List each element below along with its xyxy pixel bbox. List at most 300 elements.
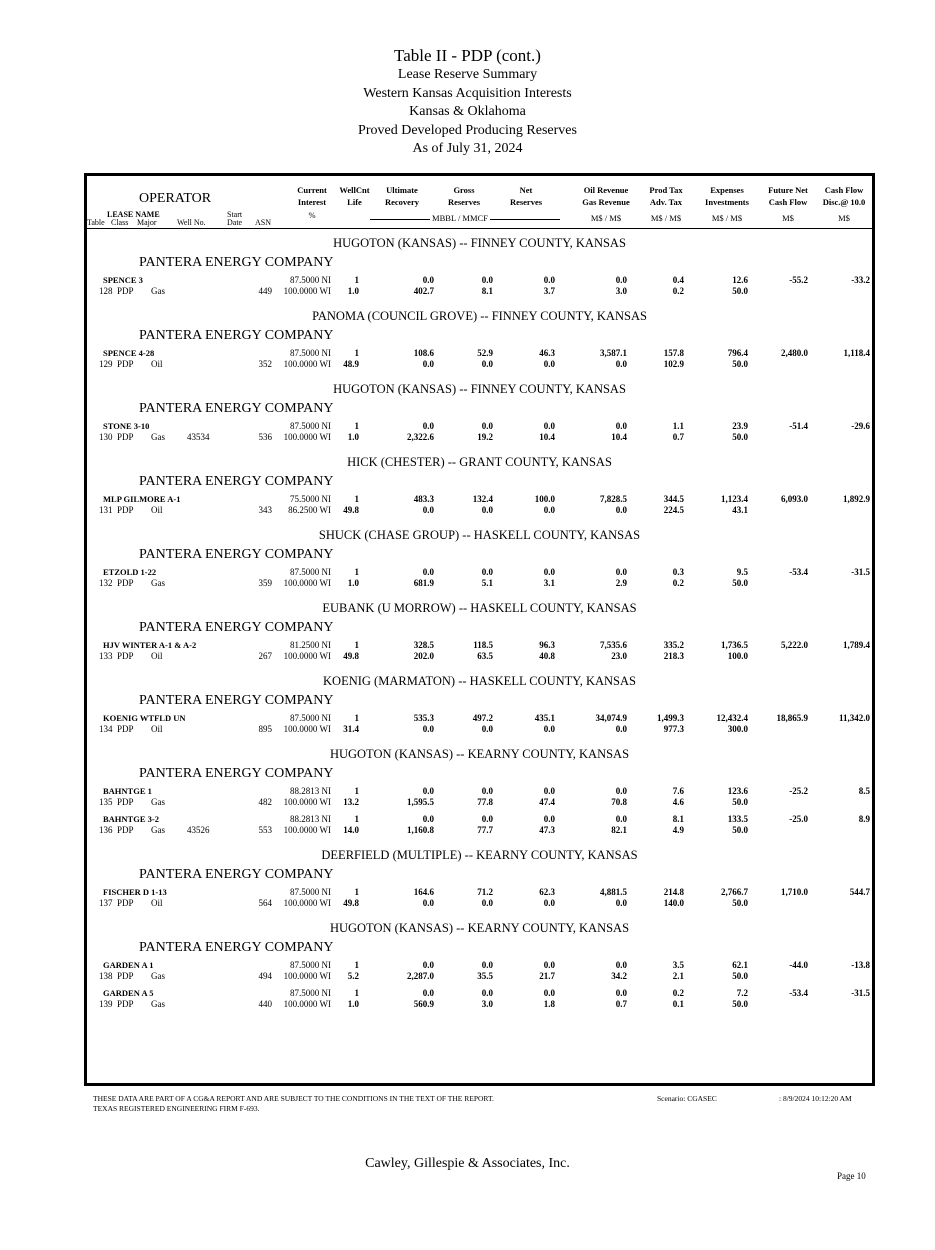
ultimate-gas: 0.0 [422,359,434,369]
net-oil: 0.0 [543,960,555,970]
footer-firm-line: TEXAS REGISTERED ENGINEERING FIRM F-693. [93,1104,260,1113]
net-gas: 0.0 [543,359,555,369]
report-subtitle: Proved Developed Producing Reserves [358,122,577,138]
expenses: 133.5 [727,814,748,824]
oil-revenue-header: Oil Revenue [583,185,629,195]
footer-disclaimer-line: THESE DATA ARE PART OF A CG&A REPORT AND ARE SUBJECT TO THE CONDITIONS IN THE TEXT OF THE REPORT. [93,1094,494,1103]
section-title: EUBANK (U MORROW) -- HASKELL COUNTY, KANSAS [322,601,637,615]
gas-revenue: 0.0 [615,724,627,734]
gross-header: Gross [453,185,475,195]
ultimate-oil: 0.0 [422,786,434,796]
future-net-header: Future Net [768,185,808,195]
life: 49.8 [343,505,359,515]
gas-revenue: 10.4 [611,432,627,442]
ultimate-oil: 0.0 [422,960,434,970]
life: 13.2 [343,797,359,807]
gas-revenue: 0.0 [615,898,627,908]
oil-revenue: 0.0 [615,275,627,285]
oil-revenue: 0.0 [615,421,627,431]
major-product: Oil [151,505,163,515]
expenses: 9.5 [736,567,748,577]
oil-revenue: 0.0 [615,960,627,970]
prod-tax: 335.2 [663,640,684,650]
future-net-cash-flow: 6,093.0 [781,494,808,504]
gross-gas: 3.0 [481,999,493,1009]
adv-tax: 0.7 [672,432,684,442]
revenue-units: M$ / M$ [590,213,622,223]
future-net-cash-flow: 1,710.0 [781,887,808,897]
ultimate-gas: 0.0 [422,724,434,734]
future-net-cash-flow: -25.0 [789,814,808,824]
adv-tax: 140.0 [663,898,684,908]
major-product: Oil [151,651,163,661]
lease-name: HJV WINTER A-1 & A-2 [103,640,197,650]
working-interest: 100.0000 WI [283,724,331,734]
major-product: Gas [151,971,165,981]
gross-gas: 0.0 [481,724,493,734]
investments: 43.1 [732,505,748,515]
life: 1.0 [347,432,359,442]
current-header: Current [297,185,327,195]
future-net-cash-flow: -53.4 [789,567,808,577]
lease-name-header: LEASE NAME [107,210,160,219]
section-title: PANOMA (COUNCIL GROVE) -- FINNEY COUNTY, KANSAS [312,309,647,323]
net-interest: 75.5000 NI [290,494,331,504]
adv-tax: 218.3 [663,651,684,661]
investments: 50.0 [732,898,748,908]
table-row [87,640,872,664]
working-interest: 100.0000 WI [283,971,331,981]
asn: 564 [258,898,272,908]
lease-name: BAHNTGE 3-2 [103,814,159,824]
reserve-class: PDP [117,651,134,661]
future-net-cash-flow: 5,222.0 [781,640,808,650]
gas-revenue: 82.1 [611,825,627,835]
investments: 50.0 [732,825,748,835]
net-interest: 87.5000 NI [290,887,331,897]
net-oil: 100.0 [534,494,555,504]
net-interest: 87.5000 NI [290,567,331,577]
asn: 343 [258,505,272,515]
reserve-class: PDP [117,578,134,588]
gross-gas: 19.2 [477,432,493,442]
prod-tax: 214.8 [663,887,684,897]
mbbl-mmcf-header: MBBL / MMCF [430,212,490,224]
adv-tax: 102.9 [663,359,684,369]
table-number: 128 [99,286,113,296]
ultimate-gas: 0.0 [422,505,434,515]
gas-revenue: 0.0 [615,505,627,515]
major-product: Oil [151,359,163,369]
operator-name: PANTERA ENERGY COMPANY [139,255,334,270]
gross-gas: 0.0 [481,898,493,908]
lease-name: GARDEN A 5 [103,988,154,998]
asn: 449 [258,286,272,296]
lease-name: KOENIG WTFLD UN [103,713,186,723]
operator-name: PANTERA ENERGY COMPANY [139,474,334,489]
expenses: 62.1 [732,960,748,970]
report-subtitle: Lease Reserve Summary [397,67,538,82]
ultimate-oil: 164.6 [413,887,434,897]
pct-header: % [308,210,316,220]
prod-tax: 0.2 [672,988,684,998]
investments: 50.0 [732,999,748,1009]
discounted-cash-flow: -31.5 [851,567,870,577]
well-count: 1 [354,786,359,796]
gross-oil: 132.4 [472,494,493,504]
well-number: 43534 [187,432,210,442]
investments: 50.0 [732,797,748,807]
net-interest: 88.2813 NI [290,786,331,796]
discounted-cash-flow: 544.7 [849,887,870,897]
table-col-header: Table [87,218,105,227]
disc-rate-header: Disc.@ 10.0 [822,197,866,207]
well-count: 1 [354,640,359,650]
well-count: 1 [354,713,359,723]
report-title-block [0,46,935,159]
lease-name: ETZOLD 1-22 [103,567,157,577]
oil-revenue: 0.0 [615,988,627,998]
gross-gas: 0.0 [481,505,493,515]
future-net-units: M$ [782,213,794,223]
table-number: 137 [99,898,113,908]
ultimate-gas: 202.0 [413,651,434,661]
gas-revenue: 3.0 [615,286,627,296]
table-header [87,176,872,229]
net-gas: 47.4 [539,797,555,807]
table-row [87,348,872,372]
class-col-header: Class [111,218,129,227]
net-interest: 87.5000 NI [290,960,331,970]
table-row [87,567,872,591]
discounted-cash-flow: -33.2 [851,275,870,285]
wellcnt-header: WellCnt [339,185,370,195]
table-number: 131 [99,505,113,515]
gross-reserves-header: Reserves [447,197,481,207]
investments: 100.0 [727,651,748,661]
ultimate-oil: 328.5 [413,640,434,650]
table-row [87,494,872,518]
net-interest: 87.5000 NI [290,988,331,998]
adv-tax: 977.3 [663,724,684,734]
net-header: Net [519,185,533,195]
well-no-col-header: Well No. [177,218,206,227]
oil-revenue: 0.0 [615,814,627,824]
lease-name: FISCHER D 1-13 [103,887,167,897]
net-oil: 0.0 [543,814,555,824]
adv-tax: 4.6 [672,797,684,807]
page-number: Page 10 [837,1171,866,1181]
discounted-cash-flow: 1,118.4 [843,348,870,358]
well-count: 1 [354,421,359,431]
net-gas: 3.7 [543,286,555,296]
table-row [87,960,872,984]
ultimate-oil: 108.6 [413,348,434,358]
report-date: As of July 31, 2024 [412,141,523,156]
asn: 267 [258,651,272,661]
net-gas: 0.0 [543,505,555,515]
tax-units: M$ / M$ [650,213,682,223]
major-product: Oil [151,724,163,734]
gross-oil: 71.2 [477,887,493,897]
life: 1.0 [347,578,359,588]
adv-tax: 0.1 [672,999,684,1009]
gas-revenue: 70.8 [611,797,627,807]
life-header: Life [347,197,362,207]
gross-oil: 0.0 [481,421,493,431]
net-gas: 10.4 [539,432,555,442]
section-title: SHUCK (CHASE GROUP) -- HASKELL COUNTY, KANSAS [318,528,641,542]
adv-tax: 0.2 [672,578,684,588]
net-gas: 0.0 [543,898,555,908]
asn-col-header: ASN [255,218,272,227]
gross-oil: 52.9 [477,348,493,358]
cash-flow-disc-header: Cash Flow [824,185,864,195]
lease-name: SPENCE 3 [103,275,143,285]
life: 5.2 [347,971,359,981]
gross-oil: 497.2 [472,713,493,723]
start-col-header: Start [227,210,243,219]
reserve-class: PDP [117,825,134,835]
well-number: 43526 [187,825,210,835]
future-net-cash-flow: -44.0 [789,960,808,970]
prod-tax: 3.5 [672,960,684,970]
adv-tax: 4.9 [672,825,684,835]
ultimate-oil: 0.0 [422,275,434,285]
table-number: 136 [99,825,113,835]
well-count: 1 [354,814,359,824]
well-count: 1 [354,275,359,285]
table-number: 134 [99,724,113,734]
table-number: 138 [99,971,113,981]
table-number: 132 [99,578,113,588]
section-title: HUGOTON (KANSAS) -- KEARNY COUNTY, KANSAS [329,747,630,761]
well-count: 1 [354,988,359,998]
ultimate-gas: 2,287.0 [407,971,434,981]
ultimate-gas: 0.0 [422,898,434,908]
expenses: 2,766.7 [721,887,748,897]
gas-revenue: 0.7 [615,999,627,1009]
expenses: 1,123.4 [721,494,748,504]
asn: 536 [258,432,272,442]
expenses-header: Expenses [710,185,744,195]
table-row [87,421,872,445]
net-oil: 0.0 [543,567,555,577]
well-count: 1 [354,348,359,358]
investments: 50.0 [732,578,748,588]
report-subtitle: Kansas & Oklahoma [409,104,526,119]
working-interest: 100.0000 WI [283,651,331,661]
net-gas: 47.3 [539,825,555,835]
discounted-cash-flow: -31.5 [851,988,870,998]
expenses: 7.2 [736,988,748,998]
expenses: 12,432.4 [716,713,748,723]
operator-name: PANTERA ENERGY COMPANY [139,328,334,343]
prod-tax: 1,499.3 [657,713,684,723]
recovery-header: Recovery [385,197,419,207]
reserve-class: PDP [117,724,134,734]
future-net-cash-flow: 18,865.9 [776,713,808,723]
major-product: Gas [151,999,165,1009]
table-number: 130 [99,432,113,442]
major-product: Gas [151,578,165,588]
ultimate-gas: 1,595.5 [407,797,434,807]
prod-tax: 7.6 [672,786,684,796]
gross-gas: 63.5 [477,651,493,661]
ultimate-oil: 483.3 [413,494,434,504]
table-row [87,887,872,911]
table-number: 139 [99,999,113,1009]
company-name: Cawley, Gillespie & Associates, Inc. [365,1156,570,1171]
gross-gas: 77.8 [477,797,493,807]
date-col-header: Date [227,218,243,227]
net-interest: 87.5000 NI [290,421,331,431]
operator-name: PANTERA ENERGY COMPANY [139,401,334,416]
gross-gas: 0.0 [481,359,493,369]
oil-revenue: 7,828.5 [600,494,627,504]
footer-timestamp: : 8/9/2024 10:12:20 AM [779,1094,852,1103]
adv-tax-header: Adv. Tax [649,197,683,207]
table-number: 133 [99,651,113,661]
working-interest: 100.0000 WI [283,898,331,908]
interest-header: Interest [297,197,327,207]
net-oil: 0.0 [543,275,555,285]
prod-tax: 8.1 [672,814,684,824]
table-number: 129 [99,359,113,369]
gas-revenue-header: Gas Revenue [582,197,630,207]
prod-tax: 0.3 [672,567,684,577]
oil-revenue: 3,587.1 [600,348,627,358]
gross-gas: 35.5 [477,971,493,981]
future-net-cash-flow: -55.2 [789,275,808,285]
section-title: DEERFIELD (MULTIPLE) -- KEARNY COUNTY, KANSAS [321,848,638,862]
footer-disclaimer [93,1094,494,1114]
net-gas: 1.8 [543,999,555,1009]
major-product: Gas [151,286,165,296]
gross-oil: 0.0 [481,960,493,970]
lease-name: MLP GILMORE A-1 [103,494,181,504]
net-interest: 88.2813 NI [290,814,331,824]
section-title: HUGOTON (KANSAS) -- FINNEY COUNTY, KANSAS [333,382,626,396]
report-table-frame [84,173,875,1113]
net-interest: 87.5000 NI [290,348,331,358]
working-interest: 100.0000 WI [283,578,331,588]
section-title: HICK (CHESTER) -- GRANT COUNTY, KANSAS [347,455,612,469]
prod-tax: 1.1 [672,421,684,431]
gross-oil: 0.0 [481,988,493,998]
working-interest: 100.0000 WI [283,825,331,835]
ultimate-gas: 681.9 [413,578,434,588]
reserve-class: PDP [117,971,134,981]
expenses: 12.6 [732,275,748,285]
adv-tax: 2.1 [672,971,684,981]
gross-oil: 118.5 [473,640,493,650]
future-net-cash-flow: -51.4 [789,421,808,431]
investments: 50.0 [732,971,748,981]
major-col-header: Major [137,218,157,227]
discounted-cash-flow: 8.9 [858,814,870,824]
ultimate-gas: 2,322.6 [407,432,434,442]
asn: 359 [258,578,272,588]
ultimate-header: Ultimate [386,185,418,195]
life: 14.0 [343,825,359,835]
future-net-cash-flow: 2,480.0 [781,348,808,358]
life: 1.0 [347,286,359,296]
working-interest: 100.0000 WI [283,359,331,369]
prod-tax: 157.8 [663,348,684,358]
oil-revenue: 34,074.9 [595,713,627,723]
adv-tax: 0.2 [672,286,684,296]
major-product: Gas [151,797,165,807]
ultimate-gas: 1,160.8 [407,825,434,835]
net-interest: 87.5000 NI [290,275,331,285]
working-interest: 86.2500 WI [288,505,331,515]
adv-tax: 224.5 [663,505,684,515]
investments: 50.0 [732,286,748,296]
table-row [87,814,872,838]
reserve-class: PDP [117,898,134,908]
net-oil: 46.3 [539,348,555,358]
discounted-cash-flow: 11,342.0 [838,713,870,723]
investments-header: Investments [705,197,749,207]
section-title: KOENIG (MARMATON) -- HASKELL COUNTY, KANSAS [323,674,636,688]
well-count: 1 [354,494,359,504]
life: 1.0 [347,999,359,1009]
working-interest: 100.0000 WI [283,999,331,1009]
gross-oil: 0.0 [481,275,493,285]
operator-header: OPERATOR [139,191,212,206]
reserve-class: PDP [117,359,134,369]
net-oil: 0.0 [543,988,555,998]
net-gas: 21.7 [539,971,555,981]
table-row [87,713,872,737]
gas-revenue: 2.9 [615,578,627,588]
footer-scenario: Scenario: CGASEC [657,1094,717,1103]
investments: 300.0 [727,724,748,734]
net-gas: 40.8 [539,651,555,661]
lease-name: GARDEN A 1 [103,960,154,970]
life: 49.8 [343,651,359,661]
operator-name: PANTERA ENERGY COMPANY [139,766,334,781]
future-net-cash-flow: -53.4 [789,988,808,998]
net-oil: 96.3 [539,640,555,650]
future-net-cash-flow: -25.2 [789,786,808,796]
investments: 50.0 [732,359,748,369]
table-row [87,786,872,810]
working-interest: 100.0000 WI [283,797,331,807]
ultimate-oil: 0.0 [422,567,434,577]
operator-name: PANTERA ENERGY COMPANY [139,547,334,562]
prod-tax-header: Prod Tax [649,185,683,195]
lease-name: BAHNTGE 1 [103,786,152,796]
disc-units: M$ [838,213,850,223]
ultimate-oil: 0.0 [422,421,434,431]
well-count: 1 [354,567,359,577]
net-oil: 62.3 [539,887,555,897]
lease-name: SPENCE 4-28 [103,348,155,358]
net-gas: 3.1 [543,578,555,588]
net-reserves-header: Reserves [509,197,543,207]
oil-revenue: 0.0 [615,567,627,577]
net-oil: 435.1 [534,713,555,723]
well-count: 1 [354,960,359,970]
gas-revenue: 0.0 [615,359,627,369]
reserve-class: PDP [117,797,134,807]
oil-revenue: 7,535.6 [600,640,627,650]
working-interest: 100.0000 WI [283,286,331,296]
discounted-cash-flow: 1,789.4 [843,640,870,650]
ultimate-oil: 0.0 [422,814,434,824]
